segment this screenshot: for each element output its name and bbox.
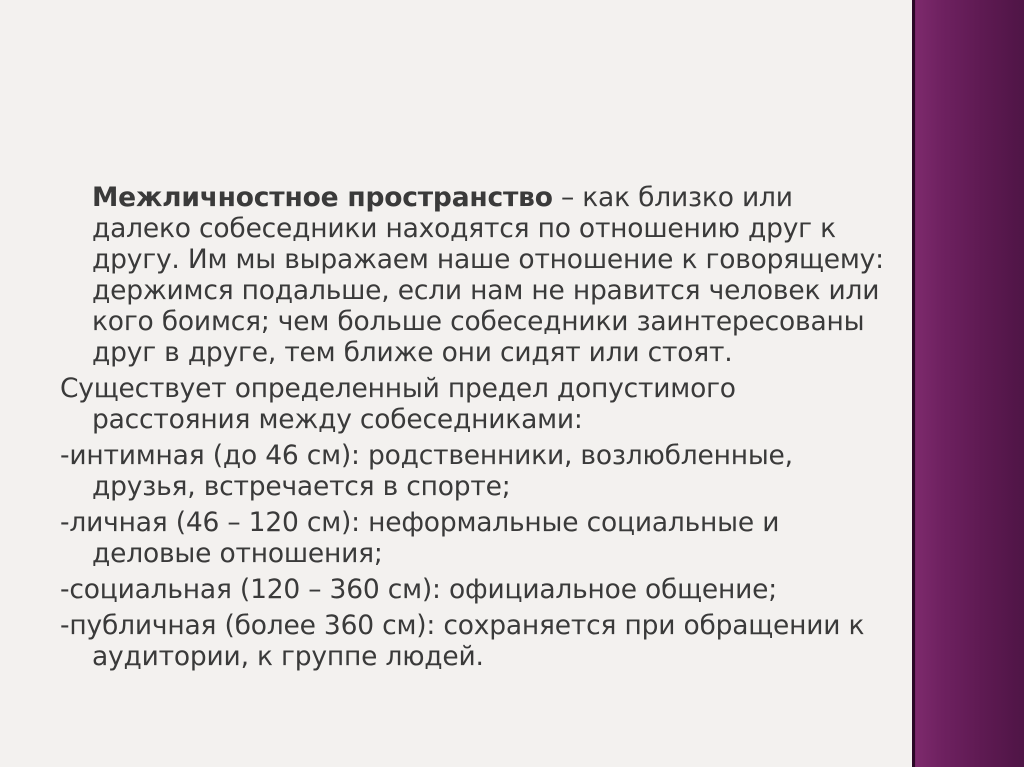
decorative-side-band (912, 0, 1024, 767)
side-band-edge (912, 0, 915, 767)
paragraph-social-zone: -социальная (120 – 360 см): официальное общение; (60, 574, 778, 605)
paragraph-intimate-zone: -интимная (до 46 см): родственники, возлюбленные, друзья, встречается в спорте; (60, 440, 793, 502)
intro-definition: – как близко или далеко собеседники находятся по отношению друг к другу. Им мы выражаем наше отношение к говорящему: держимся подальше, если нам не нравится человек или кого боимся; чем больше собеседники заинтересованы друг в друге, тем ближе они сидят или стоят. (92, 182, 884, 368)
intro-term: Межличностное пространство (92, 182, 553, 213)
intro-paragraph (60, 182, 890, 368)
slide-body-text (60, 182, 890, 672)
paragraph-personal-zone: -личная (46 – 120 см): неформальные социальные и деловые отношения; (60, 507, 780, 569)
paragraph-distance-limit: Существует определенный предел допустимого расстояния между собеседниками: (60, 373, 736, 435)
paragraph-public-zone: -публичная (более 360 см): сохраняется при обращении к аудитории, к группе людей. (60, 610, 865, 672)
